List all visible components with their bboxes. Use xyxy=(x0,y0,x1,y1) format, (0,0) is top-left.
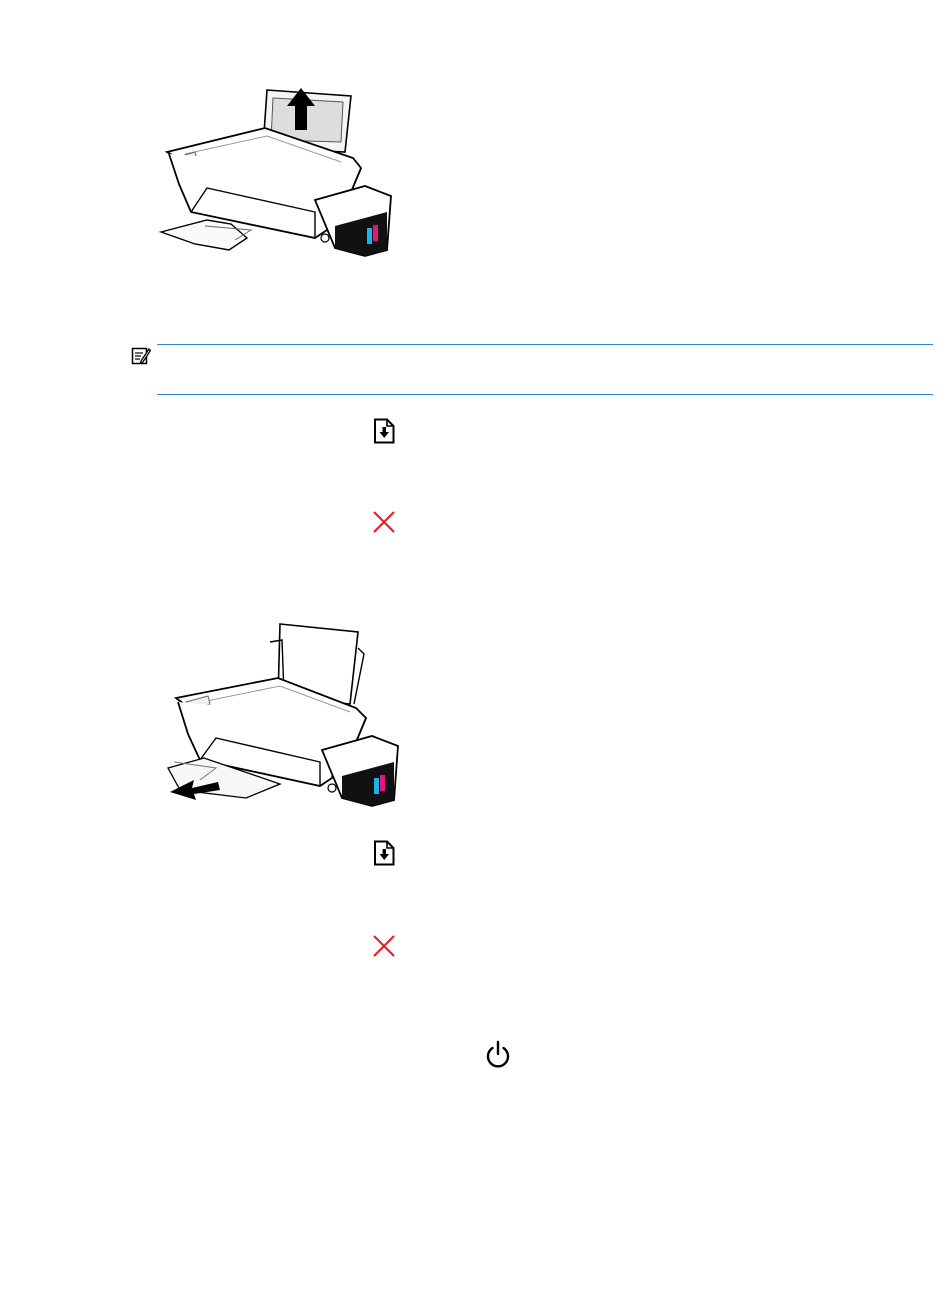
power-icon xyxy=(484,1040,512,1070)
resume-icon xyxy=(372,840,396,866)
resume-icon xyxy=(372,418,396,444)
note-bottom-rule xyxy=(157,394,933,395)
cancel-icon xyxy=(372,510,396,534)
note-top-rule xyxy=(157,344,933,345)
note-icon xyxy=(131,346,151,366)
printer-remove-paper-from-output-tray-illustration xyxy=(160,618,410,808)
printer-remove-paper-from-input-tray-illustration xyxy=(155,80,405,270)
cancel-icon xyxy=(372,934,396,958)
